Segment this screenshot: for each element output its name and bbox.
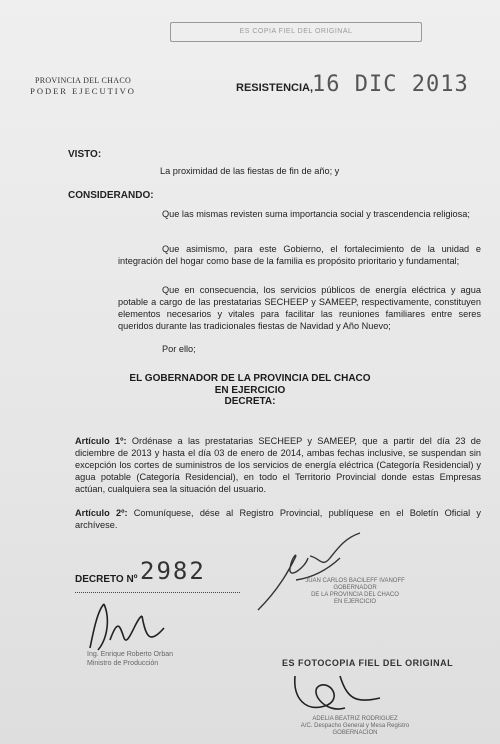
place-label: RESISTENCIA, (236, 82, 314, 94)
considerando-paragraph-1: Que las mismas revisten suma importancia social y trascendencia religiosa; (162, 209, 470, 219)
date-stamp: 16 DIC 2013 (312, 72, 469, 97)
governor-heading (60, 373, 440, 408)
letterhead (18, 75, 148, 97)
executive-name: PODER EJECUTIVO (30, 86, 136, 96)
minister-title: Ministro de Producción (87, 660, 159, 667)
certifier-name: ADELIA BEATRIZ RODRIGUEZ (312, 716, 398, 722)
considerando-paragraph-2: Que asimismo, para este Gobierno, el fortalecimiento de la unidad e integración del hogar como base de la familia es propósito prioritario y fundamental; (118, 244, 481, 266)
certifier-detail: GOBERNACION (332, 730, 378, 736)
minister-name: Ing. Enrique Roberto Orban (87, 651, 173, 658)
governor-status: EN EJERCICIO (333, 599, 376, 605)
decree-label: DECRETO Nº (75, 574, 138, 585)
copy-certification-stamp: ES FOTOCOPIA FIEL DEL ORIGINAL (282, 658, 454, 668)
governor-signature-block (300, 578, 410, 606)
minister-signature (80, 598, 175, 658)
article-2-label: Artículo 2º: (75, 508, 128, 518)
visto-label: VISTO: (68, 149, 102, 160)
article-1-label: Artículo 1º: (75, 436, 127, 446)
governor-line-1: EL GOBERNADOR DE LA PROVINCIA DEL CHACO (129, 373, 371, 384)
governor-detail: DE LA PROVINCIA DEL CHACO (311, 592, 399, 598)
certifier-title: A/C. Despacho General y Mesa Registro (300, 723, 410, 729)
governor-line-3: DECRETA: (224, 396, 276, 407)
governor-name: JUAN CARLOS BACILEFF IVANOFF (305, 578, 405, 584)
decree-dotted-line (75, 592, 240, 593)
article-1 (75, 435, 481, 495)
certifier-signature (285, 668, 395, 720)
decree-number: 2982 (140, 557, 206, 585)
por-ello-text: Por ello; (162, 344, 196, 354)
article-1-text: Ordénase a las prestatarias SECHEEP y SAMEEP, que a partir del día 23 de diciembre de 2013 y hasta el día 03 de enero de 2014, ambas fechas inclusive, se suspendan sin excepción los cortes de suministros de los servicios de energía eléctrica (Categoría Residencial) y agua potable (Categoría Residencial), en todo el Territorio Provincial donde estas Empresas actúan, cualquiera sea la situación del usuario. (75, 436, 481, 494)
governor-title: GOBERNADOR (333, 585, 377, 591)
considerando-paragraph-3: Que en consecuencia, los servicios públicos de energía eléctrica y agua potable a cargo de las prestatarias SECHEEP y SAMEEP, respectivamente, constituyen elementos necesarios y vitales para facilitar las reuniones familiares entre seres queridos durante las tradicionales fiestas de Navidad y Año Nuevo; (118, 285, 481, 331)
considerando-label: CONSIDERANDO: (68, 190, 154, 201)
governor-line-2: EN EJERCICIO (214, 384, 286, 396)
province-name: PROVINCIA DEL CHACO (34, 76, 132, 85)
top-stamp: ES COPIA FIEL DEL ORIGINAL (170, 22, 422, 42)
article-2-text: Comuníquese, dése al Registro Provincial, publíquese en el Boletín Oficial y archívese. (75, 508, 481, 530)
minister-signature-block (87, 650, 173, 668)
visto-text: La proximidad de las fiestas de fin de año; y (160, 166, 340, 176)
certifier-signature-block (300, 716, 410, 737)
